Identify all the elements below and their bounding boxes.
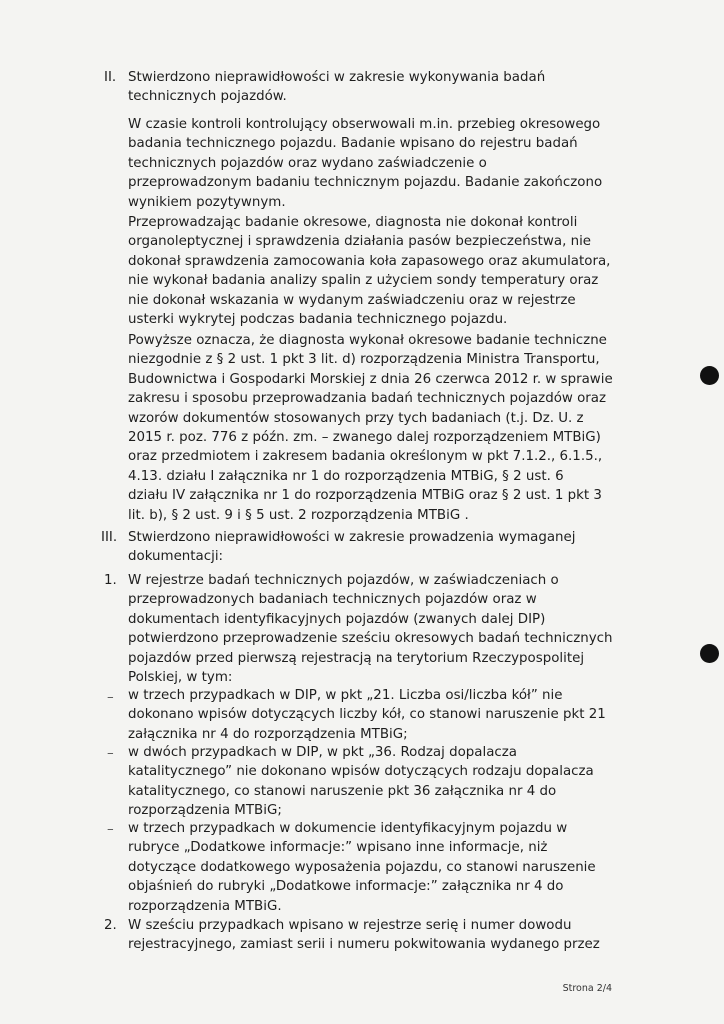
text-line: przeprowadzonym badaniu technicznym pojazdu. Badanie zakończono [128,175,603,191]
text-line: działu IV załącznika nr 1 do rozporządzenia MTBiG oraz § 2 ust. 1 pkt 3 [128,488,602,504]
bullet-item [128,686,606,744]
text-line: Stwierdzono nieprawidłowości w zakresie wykonywania badań [128,70,546,85]
text-line: Budownictwa i Gospodarki Morskiej z dnia 26 czerwca 2012 r. w sprawie [128,371,613,387]
item-2-text [128,916,600,955]
item-1-text [128,571,613,687]
text-line: Przeprowadzając badanie okresowe, diagnosta nie dokonał kontroli [128,215,578,230]
section-iii-marker: III. [101,530,118,545]
text-line: w trzech przypadkach w dokumencie identyfikacyjnym pojazdu w [128,821,568,836]
text-line: dokonał sprawdzenia zamocowania koła zapasowego oraz akumulatora, [128,253,611,269]
text-line: wynikiem pozytywnym. [128,194,286,210]
bullet-dash: – [107,690,114,705]
text-line: przeprowadzonych badaniach technicznych pojazdów oraz w [128,592,537,608]
text-line: rejestracyjnego, zamiast serii i numeru pokwitowania wydanego przez [128,937,600,953]
text-line: Polskiej, w tym: [128,670,233,686]
section-ii-paragraph-2 [128,213,610,329]
punch-hole [700,644,719,663]
text-line: zakresu i sposobu przeprowadzania badań technicznych pojazdów oraz [128,391,607,407]
section-ii-paragraph-3 [128,331,613,525]
section-iii-heading [128,528,576,567]
text-line: katalitycznego, co stanowi naruszenie pkt 36 załącznika nr 4 do [128,783,557,799]
text-line: technicznych pojazdów. [128,89,287,105]
text-line: rozporządzenia MTBiG; [128,803,282,819]
text-line: rubryce „Dodatkowe informacje:” wpisano inne informacje, niż [128,840,548,856]
bullet-item [128,819,596,916]
punch-hole [700,366,719,385]
section-ii-heading [128,68,545,107]
text-line: W sześciu przypadkach wpisano w rejestrze serię i numer dowodu [128,918,572,933]
text-line: pojazdów przed pierwszą rejestracją na terytorium Rzeczypospolitej [128,650,585,666]
text-line: W rejestrze badań technicznych pojazdów, w zaświadczeniach o [128,573,559,588]
section-ii-paragraph-1 [128,115,602,212]
text-line: katalitycznego” nie dokonano wpisów dotyczących rodzaju dopalacza [128,764,594,780]
text-line: usterki wykrytej podczas badania technicznego pojazdu. [128,312,508,328]
text-line: rozporządzenia MTBiG. [128,898,282,914]
bullet-item [128,743,594,821]
text-line: 4.13. działu I załącznika nr 1 do rozporządzenia MTBiG, § 2 ust. 6 [128,468,564,484]
text-line: w dwóch przypadkach w DIP, w pkt „36. Rodzaj dopalacza [128,745,517,760]
section-ii-marker: II. [104,70,117,85]
text-line: w trzech przypadkach w DIP, w pkt „21. Liczba osi/liczba kół” nie [128,688,563,703]
text-line: Stwierdzono nieprawidłowości w zakresie prowadzenia wymaganej [128,530,576,545]
bullet-dash: – [107,746,114,761]
text-line: technicznych pojazdów oraz wydano zaświadczenie o [128,155,487,171]
text-line: dokumentach identyfikacyjnych pojazdów (zwanych dalej DIP) [128,611,546,627]
bullet-dash: – [107,822,114,837]
text-line: załącznika nr 4 do rozporządzenia MTBiG; [128,726,408,742]
item-1-marker: 1. [104,573,117,588]
text-line: 2015 r. poz. 776 z późn. zm. – zwanego dalej rozporządzeniem MTBiG) [128,430,601,446]
item-2-marker: 2. [104,918,117,933]
text-line: potwierdzono przeprowadzenie sześciu okresowych badań technicznych [128,631,613,647]
text-line: dotyczące dodatkowego wyposażenia pojazdu, co stanowi naruszenie [128,859,596,875]
text-line: badania technicznego pojazdu. Badanie wpisano do rejestru badań [128,136,578,152]
text-line: dokonano wpisów dotyczących liczby kół, co stanowi naruszenie pkt 21 [128,707,606,723]
text-line: nie wykonał badania analizy spalin z użyciem sondy temperatury oraz [128,273,599,289]
text-line: objaśnień do rubryki „Dodatkowe informacje:” załącznika nr 4 do [128,879,564,895]
text-line: dokumentacji: [128,549,224,565]
text-line: Powyższe oznacza, że diagnosta wykonał okresowe badanie techniczne [128,333,607,348]
text-line: organoleptycznej i sprawdzenia działania pasów bezpieczeństwa, nie [128,234,592,250]
text-line: W czasie kontroli kontrolujący obserwowali m.in. przebieg okresowego [128,117,601,132]
text-line: niezgodnie z § 2 ust. 1 pkt 3 lit. d) rozporządzenia Ministra Transportu, [128,352,600,368]
text-line: lit. b), § 2 ust. 9 i § 5 ust. 2 rozporządzenia MTBiG . [128,507,469,523]
text-line: wzorów dokumentów stosowanych przy tych badaniach (t.j. Dz. U. z [128,410,584,426]
text-line: oraz przedmiotem i zakresem badania określonym w pkt 7.1.2., 6.1.5., [128,449,603,465]
text-line: nie dokonał wskazania w wydanym zaświadczeniu oraz w rejestrze [128,292,576,308]
page-number: Strona 2/4 [562,983,612,994]
